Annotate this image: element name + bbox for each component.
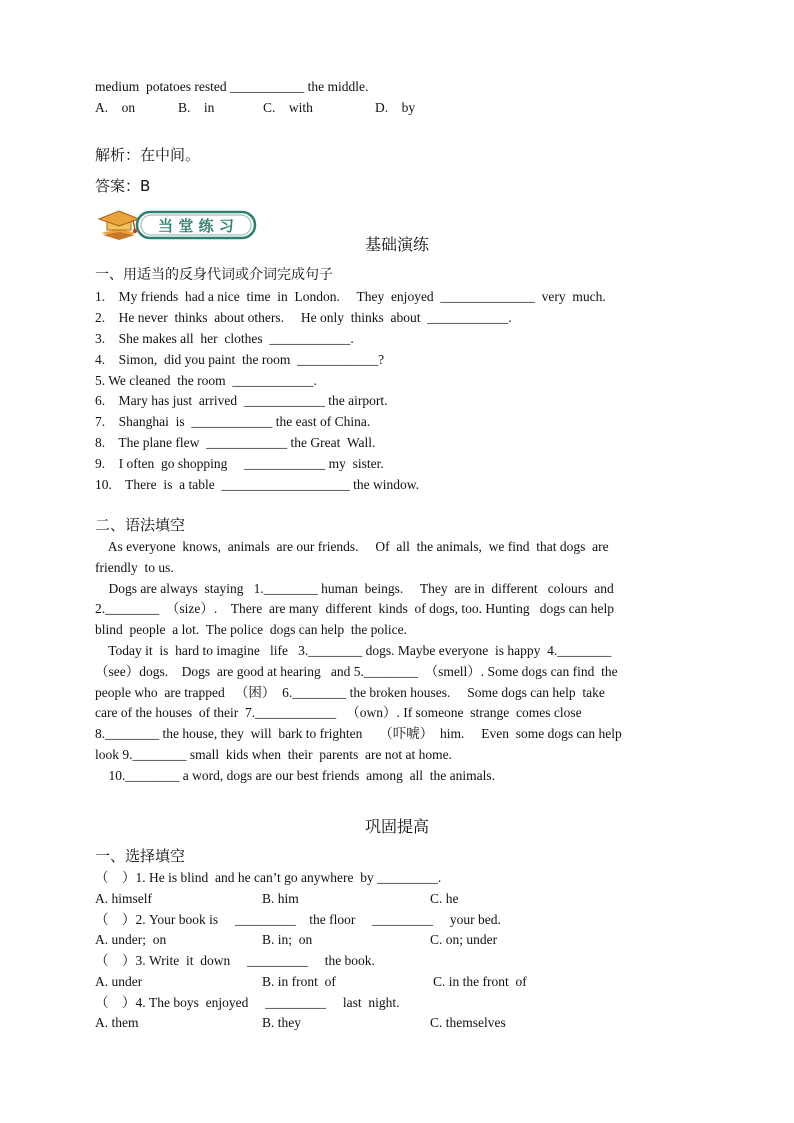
mc-question-stem: （ ）3. Write it down _________ the book. (95, 953, 375, 968)
mc-option-a: A. himself (95, 891, 152, 906)
part2-line: friendly to us. (95, 560, 174, 575)
badge-label: 当 堂 练 习 (158, 217, 234, 235)
part2-line: As everyone knows, animals are our friends. Of all the animals, we find that dogs are (95, 539, 609, 554)
part1-item: 2. He never thinks about others. He only thinks about ____________. (95, 310, 512, 325)
part2-line: Dogs are always staying 1.________ human beings. They are in different colours and (95, 581, 614, 596)
mc-option-b: B. him (262, 891, 299, 906)
part1-item: 8. The plane flew ____________ the Great Wall. (95, 435, 376, 450)
part2-line: 2.________ （size）. There are many different kinds of dogs, too. Hunting dogs can help (95, 601, 615, 616)
part1-item: 7. Shanghai is ____________ the east of China. (95, 414, 371, 429)
part2-line: look 9.________ small kids when their parents are not at home. (95, 747, 452, 762)
part1-item: 3. She makes all her clothes ____________. (95, 331, 354, 346)
mc-option-c: C. on; under (430, 932, 498, 947)
part2-line: 8.________ the house, they will bark to frighten （吓唬） him. Even some dogs can help (95, 726, 622, 741)
part2-line: 10.________ a word, dogs are our best friends among all the animals. (95, 768, 496, 783)
mc-question-stem: （ ）1. He is blind and he can’t go anywhere by _________. (95, 870, 442, 885)
part2-line: care of the houses of their 7.____________ （own）. If someone strange comes close (95, 705, 582, 720)
prev-option-d: D. by (375, 100, 416, 115)
mc-option-a: A. under (95, 974, 143, 989)
part2-line: blind people a lot. The police dogs can help the police. (95, 622, 408, 637)
prev-option-a: A. on (95, 100, 136, 115)
prev-question-stem: medium potatoes rested ___________ the middle. (95, 79, 369, 94)
part1-item: 4. Simon, did you paint the room ____________? (95, 352, 385, 367)
section-basic-title: 基础演练 (364, 235, 429, 254)
part1-item: 10. There is a table ___________________ the window. (95, 477, 419, 492)
part1-item: 5. We cleaned the room ____________. (95, 373, 317, 388)
mc-option-c: C. in the front of (433, 974, 527, 989)
part2-line: people who are trapped （困） 6.________ the broken houses. Some dogs can help take (95, 685, 605, 700)
mc-option-c: C. he (430, 891, 459, 906)
part1-item: 9. I often go shopping ____________ my sister. (95, 456, 384, 471)
prev-option-c: C. with (263, 100, 313, 115)
mc-question-stem: （ ）4. The boys enjoyed _________ last night. (95, 995, 400, 1010)
part1-item: 6. Mary has just arrived ____________ the airport. (95, 393, 388, 408)
part2-heading: 二、语法填空 (95, 516, 186, 534)
part2-line: （see）dogs. Dogs are good at hearing and 5.________ （smell）. Some dogs can find the (95, 664, 618, 679)
part1-heading: 一、用适当的反身代词或介词完成句子 (95, 267, 333, 283)
part1-item: 1. My friends had a nice time in London. They enjoyed ______________ very much. (95, 289, 606, 304)
prev-option-b: B. in (178, 100, 215, 115)
mc-option-c: C. themselves (430, 1015, 506, 1030)
mc-option-b: B. they (262, 1015, 301, 1030)
mc-option-b: B. in; on (262, 932, 313, 947)
part2-line: Today it is hard to imagine life 3.________ dogs. Maybe everyone is happy 4.________ (95, 643, 612, 658)
mc-option-b: B. in front of (262, 974, 336, 989)
section-consolidate-title: 巩固提高 (364, 817, 429, 836)
answer-text: 答案：B (95, 177, 151, 195)
analysis-text: 解析：在中间。 (95, 146, 201, 164)
mc-question-stem: （ ）2. Your book is _________ the floor _________ your bed. (95, 912, 501, 927)
mc-option-a: A. them (95, 1015, 139, 1030)
consolidate-heading: 一、选择填空 (95, 847, 186, 865)
mc-option-a: A. under; on (95, 932, 167, 947)
